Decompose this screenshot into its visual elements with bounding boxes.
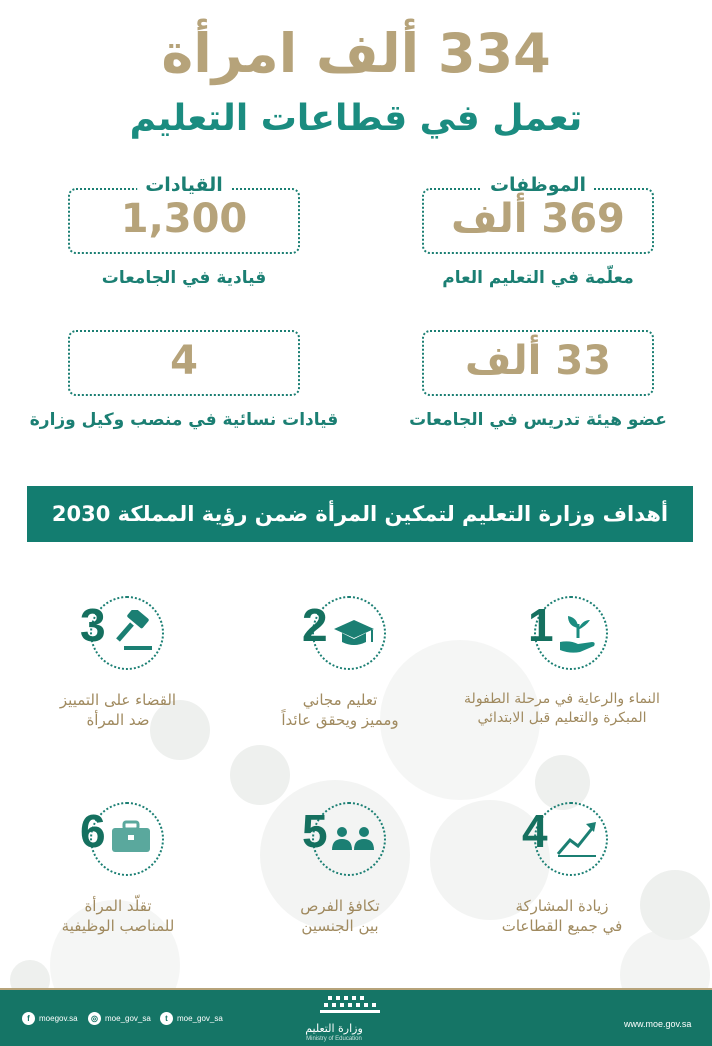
goal-item-4	[462, 802, 662, 942]
goal-text	[462, 690, 662, 728]
goal-item-1	[462, 596, 662, 736]
stat-employees	[422, 176, 654, 306]
goal-item-6	[18, 802, 218, 942]
goal-text-line: ضد المرأة	[86, 711, 150, 730]
goal-number: 1	[528, 599, 554, 651]
goal-number: 5	[302, 805, 328, 857]
goal-item-2	[240, 596, 440, 736]
goals-banner: أهداف وزارة التعليم لتمكين المرأة ضمن رؤية المملكة 2030	[27, 486, 693, 542]
seedling-hand-icon	[556, 612, 602, 656]
goal-text	[462, 896, 662, 937]
stat-description: قيادات نسائية في منصب وكيل وزارة	[29, 410, 339, 430]
goal-text	[240, 896, 440, 937]
goal-text-line: زيادة المشاركة	[515, 897, 609, 915]
goal-text-line: ومميز ويحقق عائداً	[281, 711, 399, 730]
social-facebook[interactable]	[22, 1012, 78, 1025]
people-icon	[330, 826, 376, 852]
goal-number: 4	[522, 805, 548, 857]
growth-chart-icon	[556, 820, 598, 858]
stat-description: قيادية في الجامعات	[101, 268, 267, 288]
decor-circle	[230, 745, 290, 805]
goal-text-line: النماء والرعاية في مرحلة الطفولة	[464, 691, 660, 707]
stat-value: 33 ألف	[465, 338, 611, 384]
stat-label: الموظفات	[482, 174, 594, 196]
main-title: 334 ألف امرأة	[161, 22, 551, 85]
goal-text	[18, 690, 218, 731]
stat-value: 1,300	[120, 196, 248, 242]
briefcase-icon	[110, 820, 152, 854]
goal-text	[18, 896, 218, 937]
stat-leaders	[68, 176, 300, 306]
goal-text-line: في جميع القطاعات	[501, 917, 623, 936]
stat-value: 369 ألف	[451, 196, 625, 242]
goal-text-line: القضاء على التمييز	[59, 691, 177, 709]
stat-faculty	[409, 318, 667, 448]
goal-text-line: للمناصب الوظيفية	[61, 917, 175, 936]
stat-label: القيادات	[137, 174, 231, 196]
social-twitter[interactable]	[160, 1012, 223, 1025]
website-link[interactable]: www.moe.gov.sa	[624, 1019, 692, 1029]
facebook-icon: f	[22, 1012, 35, 1025]
stat-value: 4	[170, 338, 198, 384]
goal-text	[240, 690, 440, 731]
social-instagram[interactable]	[88, 1012, 151, 1025]
graduation-cap-icon	[332, 616, 376, 650]
goal-text-line: المبكرة والتعليم قبل الابتدائي	[477, 709, 647, 726]
instagram-icon: ◎	[88, 1012, 101, 1025]
ministry-logo-subtext: Ministry of Education	[306, 1036, 362, 1042]
ministry-logo-icon	[318, 994, 384, 1018]
stat-description: معلّمة في التعليم العام	[442, 268, 634, 288]
goal-text-line: تكافؤ الفرص	[300, 897, 380, 915]
goal-text-line: تقلّد المرأة	[84, 897, 152, 915]
sub-title: تعمل في قطاعات التعليم	[129, 98, 583, 139]
twitter-icon: t	[160, 1012, 173, 1025]
goal-number: 2	[302, 599, 328, 651]
ministry-logo-text: وزارة التعليم	[305, 1022, 363, 1035]
social-handle: moe_gov_sa	[177, 1014, 223, 1023]
goal-text-line: بين الجنسين	[301, 917, 379, 936]
gavel-icon	[110, 610, 154, 654]
stat-description: عضو هيئة تدريس في الجامعات	[409, 410, 667, 430]
stat-deputy-ministers	[29, 318, 339, 448]
goal-item-5	[240, 802, 440, 942]
goal-number: 3	[80, 599, 106, 651]
social-handle: moegov.sa	[39, 1014, 78, 1023]
goal-number: 6	[80, 805, 106, 857]
social-handle: moe_gov_sa	[105, 1014, 151, 1023]
goal-item-3	[18, 596, 218, 736]
goal-text-line: تعليم مجاني	[302, 691, 378, 709]
